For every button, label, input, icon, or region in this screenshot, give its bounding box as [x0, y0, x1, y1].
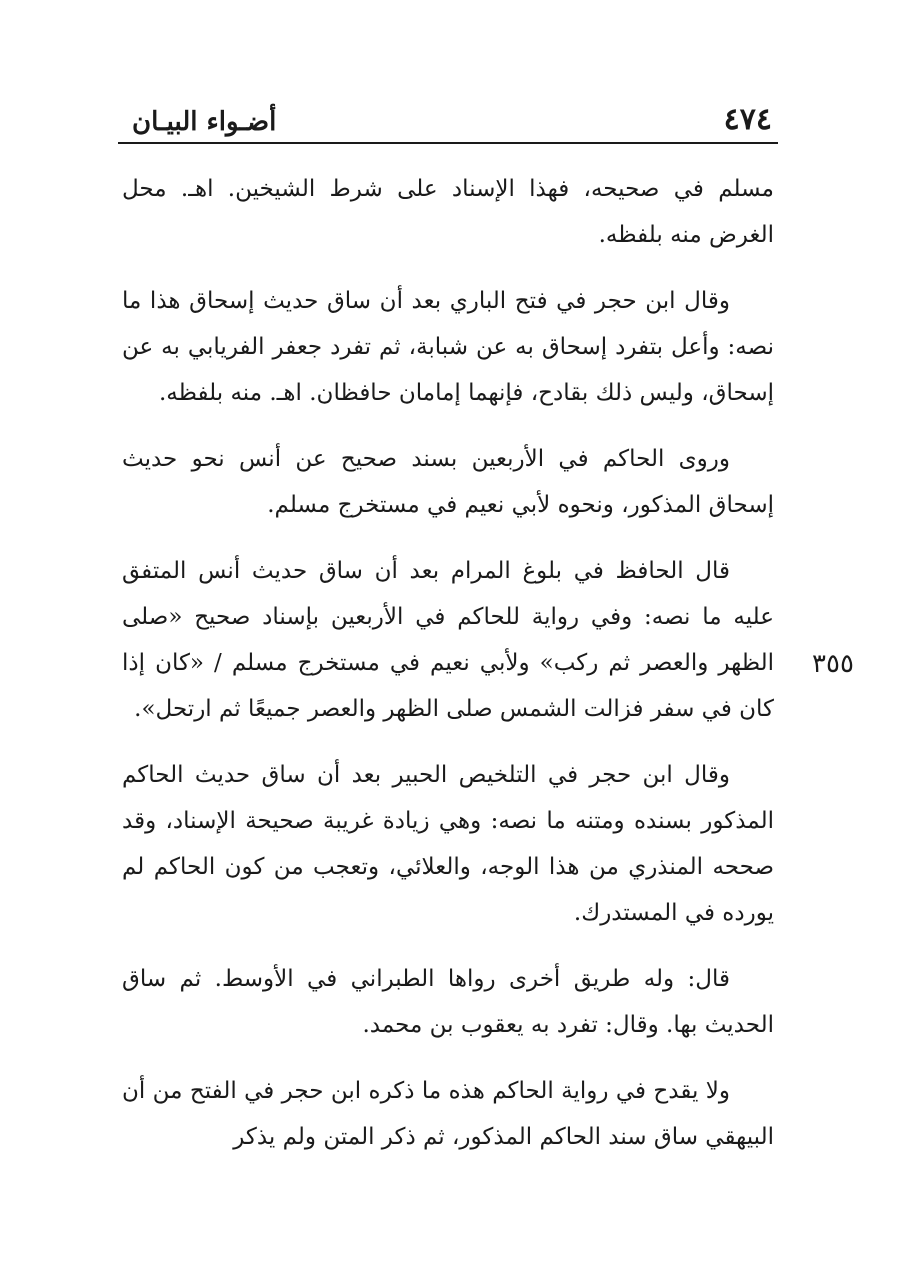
running-title: أضـواء البيـان — [132, 107, 277, 137]
paragraph-2: وقال ابن حجر في فتح الباري بعد أن ساق حديث إسحاق هذا ما نصه: وأعل بتفرد إسحاق به عن شبابة، ثم تفرد جعفر الفريابي به عن إسحاق، وليس ذلك بقادح، فإنهما إمامان حافظان. اهـ. منه بلفظه. — [122, 288, 774, 406]
paragraph-5: وقال ابن حجر في التلخيص الحبير بعد أن ساق حديث الحاكم المذكور بسنده ومتنه ما نصه: وهي زيادة غريبة صحيحة الإسناد، وقد صححه المنذري من هذا الوجه، والعلائي، وتعجب من كون الحاكم لم يورده في المستدرك. — [122, 762, 774, 926]
paragraph-7: ولا يقدح في رواية الحاكم هذه ما ذكره ابن حجر في الفتح من أن البيهقي ساق سند الحاكم المذكور، ثم ذكر المتن ولم يذكر — [122, 1078, 774, 1150]
page-number: ٤٧٤ — [723, 102, 772, 137]
paragraph-6: قال: وله طريق أخرى رواها الطبراني في الأوسط. ثم ساق الحديث بها. وقال: تفرد به يعقوب بن محمد. — [122, 966, 774, 1038]
paragraph-4: قال الحافظ في بلوغ المرام بعد أن ساق حديث أنس المتفق عليه ما نصه: وفي رواية للحاكم في الأربعين بإسناد صحيح «صلى الظهر والعصر ثم ركب» ولأبي نعيم في مستخرج مسلم / «كان إذا كان في سفر فزالت الشمس صلى الظهر والعصر جميعًا ثم ارتحل». — [122, 558, 774, 722]
body-text — [118, 166, 778, 1160]
page-header — [118, 98, 778, 144]
page — [118, 98, 778, 1180]
paragraph-3: وروى الحاكم في الأربعين بسند صحيح عن أنس نحو حديث إسحاق المذكور، ونحوه لأبي نعيم في مستخرج مسلم. — [122, 446, 774, 518]
margin-volume-page-number: ٣٥٥ — [812, 649, 854, 679]
paragraph-1: مسلم في صحيحه، فهذا الإسناد على شرط الشيخين. اهـ. محل الغرض منه بلفظه. — [122, 176, 774, 248]
